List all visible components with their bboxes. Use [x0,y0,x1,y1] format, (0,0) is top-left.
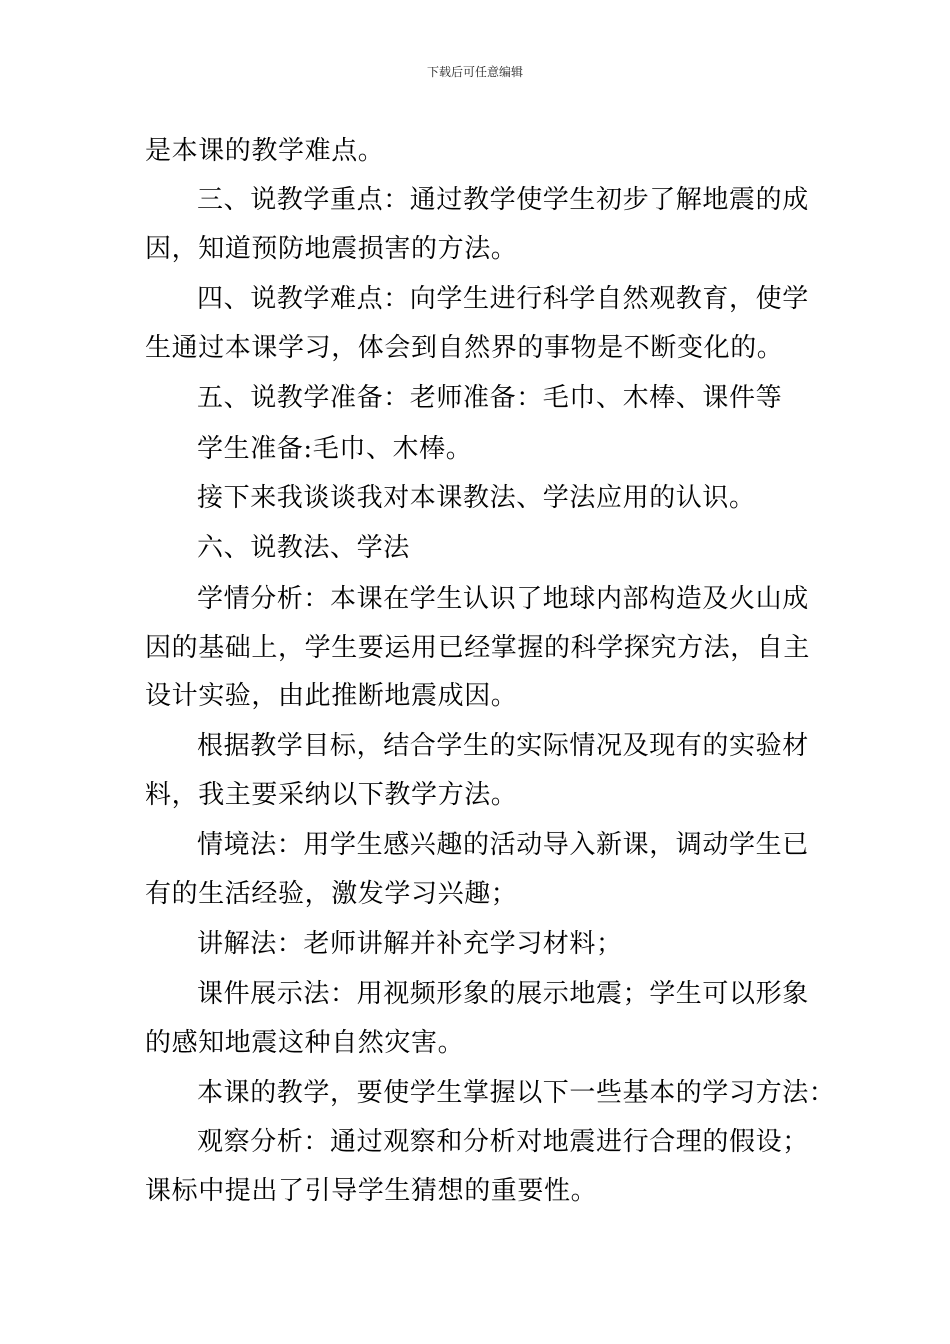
text-line: 学生准备:毛巾、木棒。 [197,434,473,464]
text-line: 因的基础上，学生要运用已经掌握的科学探究方法，自主 [145,633,811,663]
text-line: 生通过本课学习，体会到自然界的事物是不断变化的。 [145,333,784,363]
text-line: 的感知地震这种自然灾害。 [145,1028,465,1058]
text-line: 本课的教学，要使学生掌握以下一些基本的学习方法： [197,1078,836,1108]
text-line: 课标中提出了引导学生猜想的重要性。 [145,1176,598,1206]
page-header: 下载后可任意编辑 [426,65,523,79]
text-line: 三、说教学重点：通过教学使学生初步了解地震的成 [197,185,809,215]
text-line: 六、说教法、学法 [197,533,410,563]
text-line: 五、说教学准备：老师准备：毛巾、木棒、课件等 [197,383,783,413]
text-line: 讲解法：老师讲解并补充学习材料； [197,929,623,959]
text-line: 观察分析：通过观察和分析对地震进行合理的假设； [197,1127,809,1157]
text-line: 四、说教学难点：向学生进行科学自然观教育，使学 [197,284,809,314]
text-line: 设计实验，由此推断地震成因。 [145,681,518,711]
text-line: 料，我主要采纳以下教学方法。 [145,780,518,810]
text-line: 接下来我谈谈我对本课教法、学法应用的认识。 [197,483,756,513]
text-line: 情境法：用学生感兴趣的活动导入新课，调动学生已 [197,830,809,860]
text-line: 是本课的教学难点。 [145,136,385,166]
text-line: 因，知道预防地震损害的方法。 [145,234,518,264]
text-line: 学情分析：本课在学生认识了地球内部构造及火山成 [197,584,809,614]
text-line: 课件展示法：用视频形象的展示地震；学生可以形象 [197,979,809,1009]
text-line: 有的生活经验，激发学习兴趣； [145,879,518,909]
text-line: 根据教学目标，结合学生的实际情况及现有的实验材 [197,731,809,761]
